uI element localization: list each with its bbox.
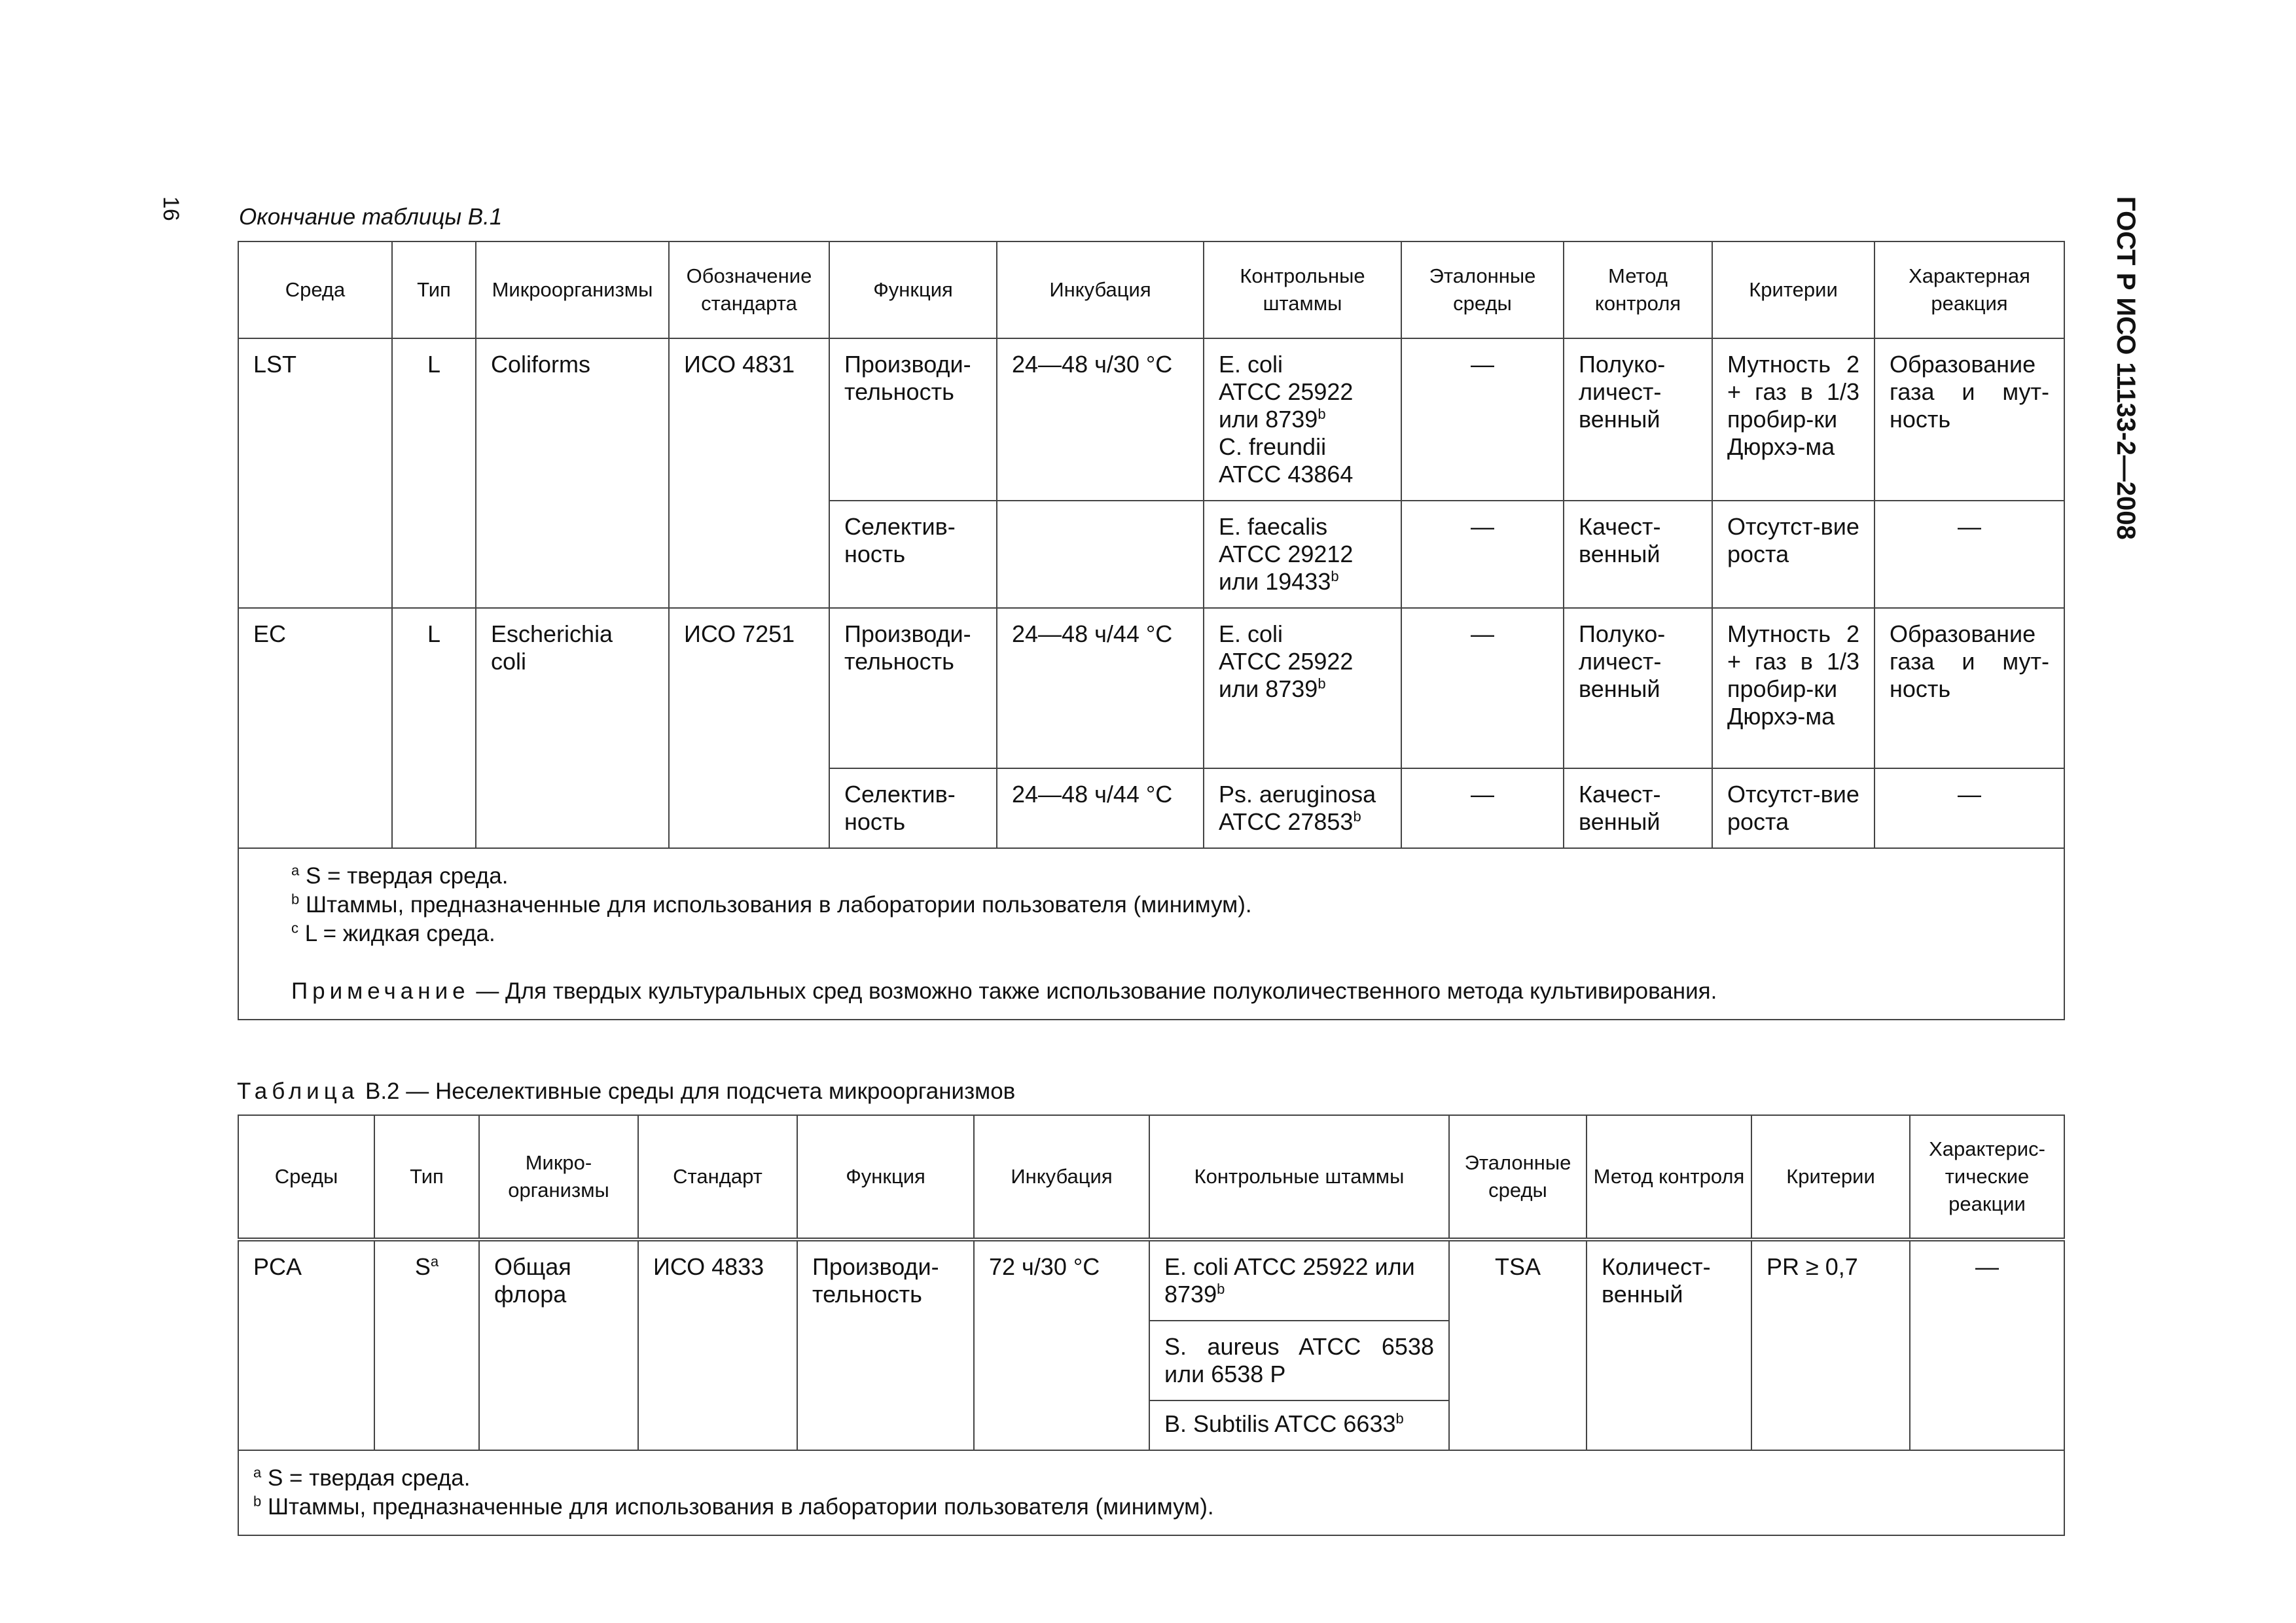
incubation-cell: 24—48 ч/44 °С: [997, 768, 1204, 848]
standard-cell: ИСО 4831: [669, 338, 829, 608]
function-cell: Производи-тельность: [797, 1240, 974, 1450]
reaction-cell: Образование газа и мут-ность: [1874, 338, 2064, 501]
incubation-cell: 24—48 ч/30 °С: [997, 338, 1204, 501]
function-cell: Производи-тельность: [829, 608, 997, 768]
incubation-cell: 24—48 ч/44 °С: [997, 608, 1204, 768]
col-header: Инкубация: [997, 241, 1204, 338]
table-row: [238, 338, 2064, 501]
col-header: Контрольные штаммы: [1149, 1115, 1449, 1240]
reference-cell: —: [1401, 768, 1564, 848]
col-header: Обозначение стандарта: [669, 241, 829, 338]
col-header: Тип: [374, 1115, 479, 1240]
col-header: Микроорганизмы: [476, 241, 669, 338]
col-header: Характерная реакция: [1874, 241, 2064, 338]
footnote: $^a$ S = твердая среда.: [291, 862, 509, 889]
col-header: Контрольные штаммы: [1204, 241, 1401, 338]
table-row: [238, 608, 2064, 768]
organism-cell: Coliforms: [476, 338, 669, 608]
footnote: $^a$ S = твердая среда.: [253, 1464, 471, 1491]
method-cell: Количест-венный: [1587, 1240, 1751, 1450]
col-header: Среда: [238, 241, 392, 338]
document-title: ГОСТ Р ИСО 11133-2—2008: [2111, 196, 2140, 540]
table2-caption: Таблица В.2 — Неселективные среды для подсчета микроорганизмов: [237, 1079, 1016, 1104]
criteria-cell: Мутность 2 + газ в 1/3 пробир-ки Дюрхэ-ма: [1712, 608, 1874, 768]
table-header-row: [238, 1115, 2064, 1240]
table-header-row: [238, 241, 2064, 338]
col-header: Критерии: [1712, 241, 1874, 338]
standard-cell: ИСО 4833: [638, 1240, 797, 1450]
type-cell: $S^a$: [374, 1240, 479, 1450]
footnotes-cell: [238, 848, 2064, 1020]
table-b1: [238, 241, 2065, 1020]
col-header: Функция: [797, 1115, 974, 1240]
col-header: Среды: [238, 1115, 374, 1240]
medium-cell: LST: [238, 338, 392, 608]
strains-cell: Ps. aeruginosa ATCC 27853$^b$: [1204, 768, 1401, 848]
type-cell: L: [392, 338, 476, 608]
medium-cell: EC: [238, 608, 392, 848]
medium-cell: PCA: [238, 1240, 374, 1450]
reference-cell: TSA: [1449, 1240, 1587, 1450]
standard-cell: ИСО 7251: [669, 608, 829, 848]
page-number: 16: [158, 196, 183, 221]
incubation-cell: 72 ч/30 °С: [974, 1240, 1149, 1450]
function-cell: Селектив-ность: [829, 768, 997, 848]
criteria-cell: Отсутст-вие роста: [1712, 501, 1874, 608]
strains-cell: E. faecalis ATCC 29212 или 19433$^b$: [1204, 501, 1401, 608]
table1-caption: Окончание таблицы B.1: [239, 204, 503, 230]
method-cell: Качест-венный: [1564, 501, 1712, 608]
col-header: Инкубация: [974, 1115, 1149, 1240]
col-header: Стандарт: [638, 1115, 797, 1240]
type-cell: L: [392, 608, 476, 848]
criteria-cell: Отсутст-вие роста: [1712, 768, 1874, 848]
strain-cell: B. Subtilis ATCC 6633$^b$: [1149, 1400, 1449, 1450]
organism-cell: Общая флора: [479, 1240, 638, 1450]
table-b2: [238, 1115, 2065, 1536]
reaction-cell: Образование газа и мут-ность: [1874, 608, 2064, 768]
reaction-cell: —: [1910, 1240, 2064, 1450]
method-cell: Полуко-личест-венный: [1564, 338, 1712, 501]
reference-cell: —: [1401, 501, 1564, 608]
footnote: $^c$ L = жидкая среда.: [291, 919, 495, 946]
incubation-cell: [997, 501, 1204, 608]
footnote: $^b$ Штаммы, предназначенные для использования в лаборатории пользователя (минимум).: [291, 891, 1252, 918]
table-note: Примечание — Для твердых культуральных сред возможно также использование полуколичественного метода культивирования.: [291, 978, 1717, 1004]
col-header: Эталонные среды: [1401, 241, 1564, 338]
col-header: Эталонные среды: [1449, 1115, 1587, 1240]
reaction-cell: —: [1874, 768, 2064, 848]
organism-cell: Escherichia coli: [476, 608, 669, 848]
footnotes-row: [238, 848, 2064, 1020]
strain-cell: S. aureus ATCC 6538 или 6538 P: [1149, 1321, 1449, 1400]
strains-cell: E. coli ATCC 25922 или 8739$^b$: [1204, 608, 1401, 768]
reaction-cell: —: [1874, 501, 2064, 608]
footnote: $^b$ Штаммы, предназначенные для использования в лаборатории пользователя (минимум).: [253, 1493, 1214, 1520]
function-cell: Производи-тельность: [829, 338, 997, 501]
col-header: Микро-организмы: [479, 1115, 638, 1240]
col-header: Характерис-тические реакции: [1910, 1115, 2064, 1240]
col-header: Метод контроля: [1564, 241, 1712, 338]
col-header: Функция: [829, 241, 997, 338]
criteria-cell: PR ≥ 0,7: [1751, 1240, 1910, 1450]
strain-cell: E. coli ATCC 25922 или 8739$^b$: [1149, 1240, 1449, 1321]
col-header: Тип: [392, 241, 476, 338]
table-row: [238, 1240, 2064, 1321]
footnotes-cell: [238, 1450, 2064, 1535]
function-cell: Селектив-ность: [829, 501, 997, 608]
col-header: Критерии: [1751, 1115, 1910, 1240]
method-cell: Полуко-личест-венный: [1564, 608, 1712, 768]
reference-cell: —: [1401, 338, 1564, 501]
method-cell: Качест-венный: [1564, 768, 1712, 848]
col-header: Метод контроля: [1587, 1115, 1751, 1240]
footnotes-row: [238, 1450, 2064, 1535]
reference-cell: —: [1401, 608, 1564, 768]
strains-cell: E. coli ATCC 25922 или 8739$^b$ C. freundii ATCC 43864: [1204, 338, 1401, 501]
criteria-cell: Мутность 2 + газ в 1/3 пробир-ки Дюрхэ-ма: [1712, 338, 1874, 501]
